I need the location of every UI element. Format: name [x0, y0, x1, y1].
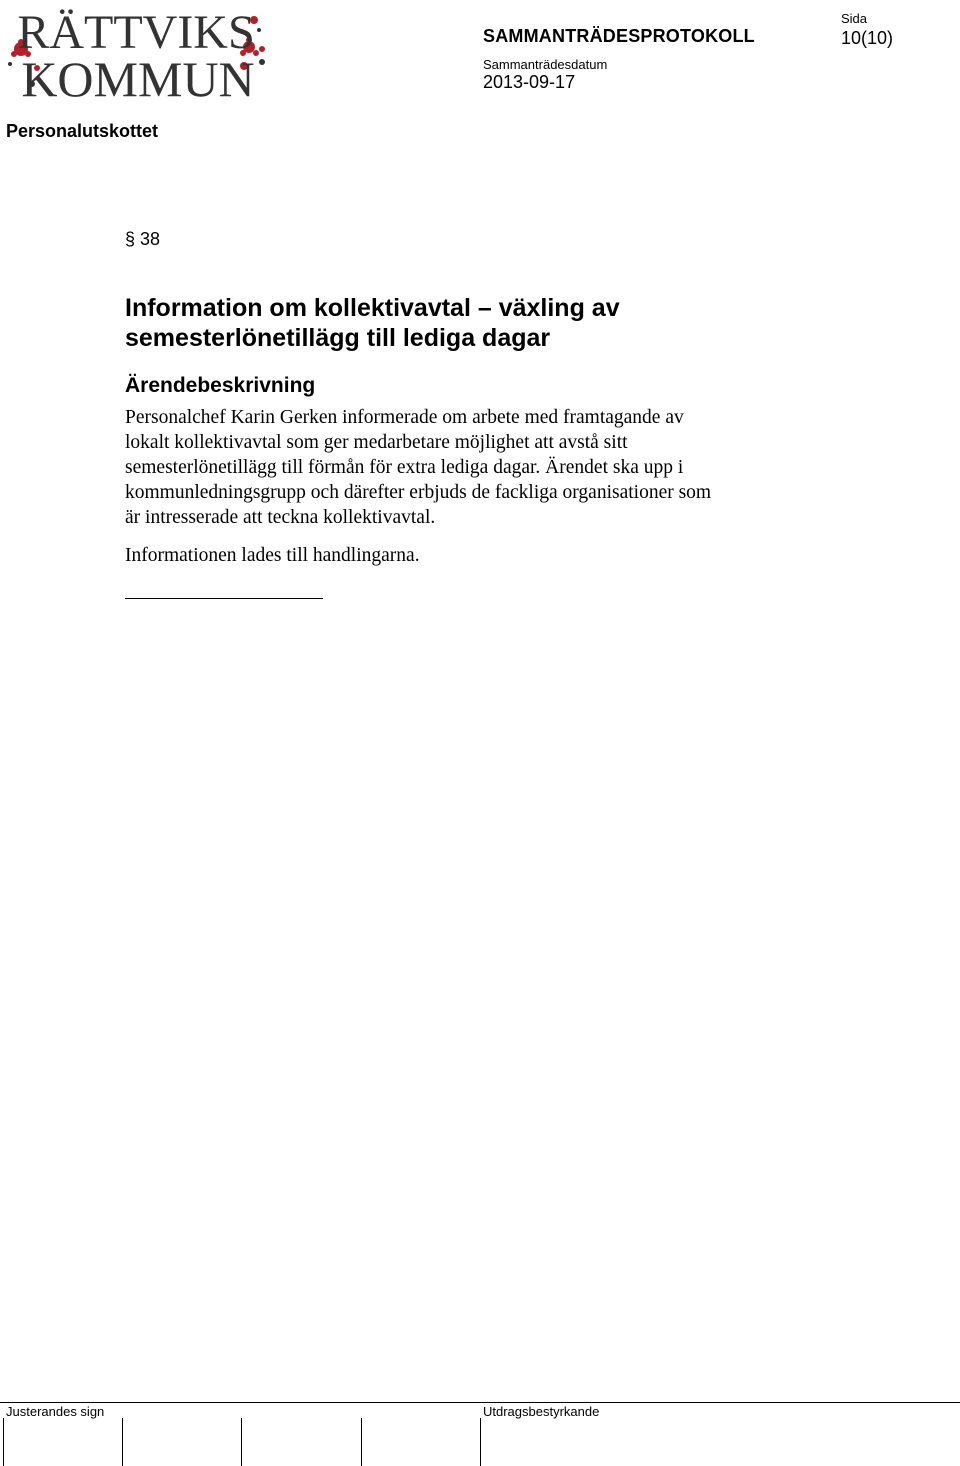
body-line: lokalt kollektivavtal som ger medarbetare möjlighet att avstå sitt	[125, 432, 628, 453]
body-line: är intresserade att teckna kollektivavtal.	[125, 507, 436, 528]
paragraph-number: 38	[140, 229, 161, 249]
meeting-date-label: Sammanträdesdatum	[483, 57, 608, 72]
signature-box-divider	[122, 1418, 123, 1466]
item-title	[125, 293, 825, 353]
item-title-line-2: semesterlönetillägg till lediga dagar	[125, 324, 551, 352]
paragraph-reference	[125, 229, 160, 250]
committee-name: Personalutskottet	[6, 121, 159, 141]
signature-box-divider	[3, 1418, 4, 1466]
decision-text: Informationen lades till handlingarna.	[125, 545, 420, 566]
body-line: semesterlönetillägg till förmån för extra lediga dagar. Ärendet ska upp i	[125, 457, 684, 478]
case-description	[125, 405, 825, 530]
page-label: Sida	[841, 11, 868, 26]
signature-box-divider	[361, 1418, 362, 1466]
municipality-logo	[4, 2, 268, 102]
section-end-rule	[125, 598, 323, 599]
document-type: SAMMANTRÄDESPROTOKOLL	[483, 26, 755, 46]
meeting-date-value: 2013-09-17	[483, 72, 576, 92]
body-line: Personalchef Karin Gerken informerade om arbete med framtagande av	[125, 407, 684, 428]
section-heading: Ärendebeskrivning	[125, 374, 316, 397]
footer-rule	[0, 1402, 960, 1403]
body-line: kommunledningsgrupp och därefter erbjuds de fackliga organisationer som	[125, 482, 712, 503]
logo-text-bottom: KOMMUN	[21, 51, 255, 102]
logo-graphic	[4, 2, 268, 102]
page-number: 10(10)	[841, 28, 894, 48]
signature-box-divider	[480, 1418, 481, 1466]
logo-text-top: RÄTTVIKS	[17, 6, 255, 59]
adjuster-signature-label: Justerandes sign	[6, 1404, 105, 1419]
signature-box-divider	[241, 1418, 242, 1466]
paragraph-symbol: §	[125, 229, 136, 249]
extract-certification-label: Utdragsbestyrkande	[483, 1404, 600, 1419]
item-title-line-1: Information om kollektivavtal – växling av	[125, 294, 620, 322]
case-description-paragraph	[125, 405, 825, 530]
